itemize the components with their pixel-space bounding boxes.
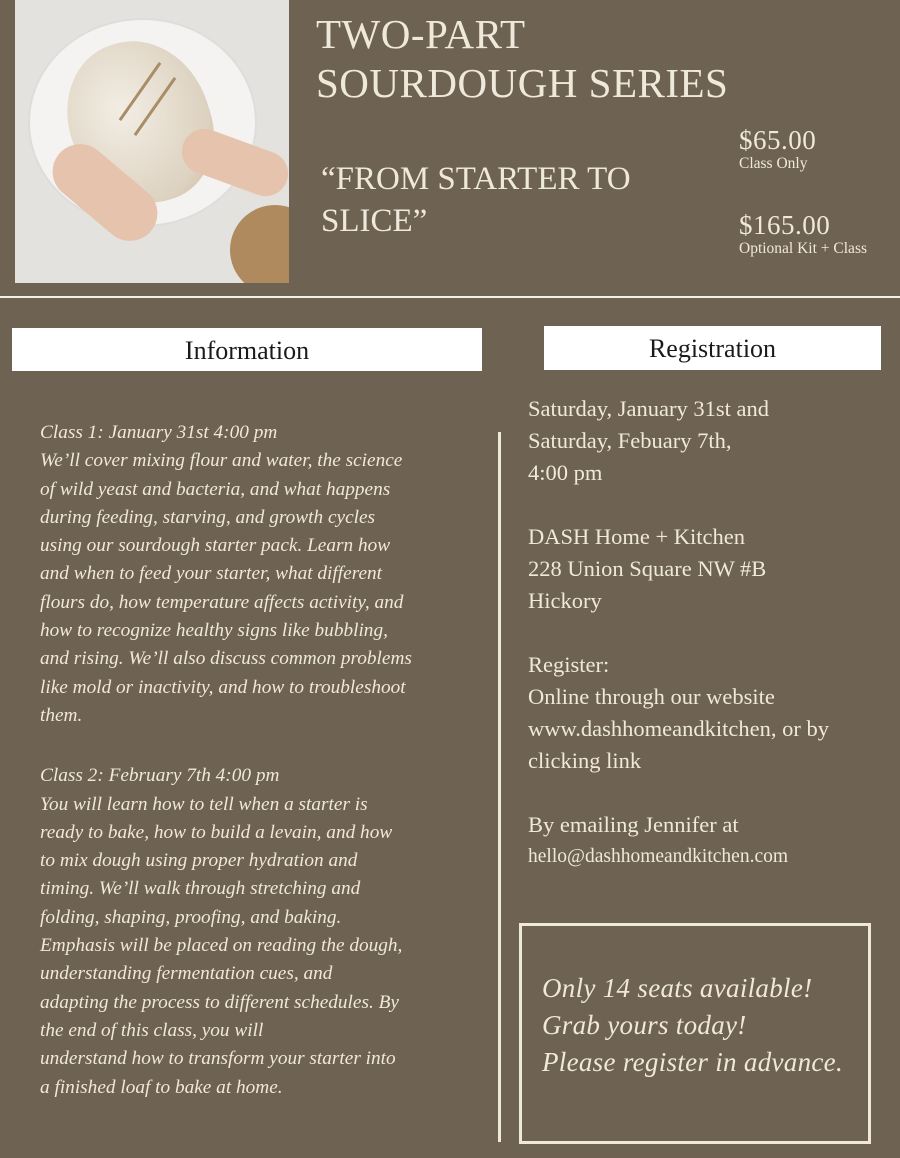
- description-line: to mix dough using proper hydration and: [40, 850, 358, 872]
- register-line: Register:: [528, 652, 610, 677]
- location-line: Hickory: [528, 588, 602, 613]
- registration-heading: Registration: [544, 326, 881, 370]
- series-subtitle: [321, 158, 631, 242]
- date-line: Saturday, Febuary 7th,: [528, 428, 732, 453]
- notice-line: Only 14 seats available!: [542, 973, 813, 1003]
- notice-line: Grab yours today!: [542, 1010, 747, 1040]
- sourdough-photo: [15, 0, 289, 283]
- email-intro: By emailing Jennifer at: [528, 812, 739, 837]
- description-line: like mold or inactivity, and how to troubleshoot: [40, 676, 406, 698]
- description-line: using our sourdough starter pack. Learn how: [40, 535, 391, 557]
- column-divider: [498, 432, 501, 1142]
- subtitle-line: “FROM STARTER TO: [321, 161, 631, 197]
- registration-dates: [528, 393, 829, 489]
- registration-instructions: [528, 649, 829, 777]
- notice-line: Please register in advance.: [542, 1047, 844, 1077]
- register-line: www.dashhomeandkitchen, or by: [528, 716, 829, 741]
- description-line: timing. We’ll walk through stretching and: [40, 878, 361, 900]
- price-label: Class Only: [739, 155, 808, 172]
- price-label: Optional Kit + Class: [739, 240, 868, 257]
- price-amount: $165.00: [739, 210, 831, 240]
- price-amount: $65.00: [739, 125, 817, 155]
- register-line: clicking link: [528, 748, 642, 773]
- class1-description: [40, 447, 480, 730]
- register-line: Online through our website: [528, 684, 775, 709]
- class1-heading: Class 1: January 31st 4:00 pm: [40, 422, 278, 443]
- class2-description: [40, 791, 480, 1102]
- description-line: how to recognize healthy signs like bubbling,: [40, 620, 388, 642]
- wooden-board-shape: [230, 205, 289, 283]
- title-line: TWO-PART: [316, 11, 526, 57]
- description-line: folding, shaping, proofing, and baking.: [40, 906, 342, 928]
- description-line: them.: [40, 704, 83, 726]
- class2-heading: Class 2: February 7th 4:00 pm: [40, 765, 280, 787]
- seats-notice-text: [542, 970, 843, 1081]
- title-line: SOURDOUGH SERIES: [316, 60, 729, 106]
- description-line: understand how to transform your starter into: [40, 1048, 396, 1070]
- description-line: a finished loaf to bake at home.: [40, 1076, 283, 1098]
- description-line: We’ll cover mixing flour and water, the science: [40, 450, 403, 472]
- information-content: [40, 419, 480, 1102]
- price-class-only: [739, 125, 816, 173]
- location-line: DASH Home + Kitchen: [528, 524, 746, 549]
- description-line: flours do, how temperature affects activity, and: [40, 591, 404, 613]
- registration-content: [528, 393, 829, 873]
- description-line: ready to bake, how to build a levain, and how: [40, 821, 393, 843]
- description-line: and when to feed your starter, what different: [40, 563, 383, 585]
- description-line: of wild yeast and bacteria, and what happens: [40, 478, 391, 500]
- price-kit-class: [739, 210, 867, 258]
- information-heading: Information: [12, 328, 482, 371]
- description-line: understanding fermentation cues, and: [40, 963, 333, 985]
- description-line: the end of this class, you will: [40, 1019, 264, 1041]
- email-link[interactable]: hello@dashhomeandkitchen.com: [528, 846, 789, 867]
- description-line: adapting the process to different schedules. By: [40, 991, 399, 1013]
- description-line: Emphasis will be placed on reading the dough,: [40, 935, 403, 957]
- date-line: 4:00 pm: [528, 460, 603, 485]
- page-title: [316, 10, 728, 108]
- description-line: during feeding, starving, and growth cycles: [40, 506, 376, 528]
- description-line: and rising. We’ll also discuss common problems: [40, 648, 412, 670]
- subtitle-line: SLICE”: [321, 203, 428, 239]
- header-divider: [0, 296, 900, 298]
- date-line: Saturday, January 31st and: [528, 396, 769, 421]
- location-line: 228 Union Square NW #B: [528, 556, 767, 581]
- description-line: You will learn how to tell when a starter is: [40, 793, 368, 815]
- registration-location: [528, 521, 829, 617]
